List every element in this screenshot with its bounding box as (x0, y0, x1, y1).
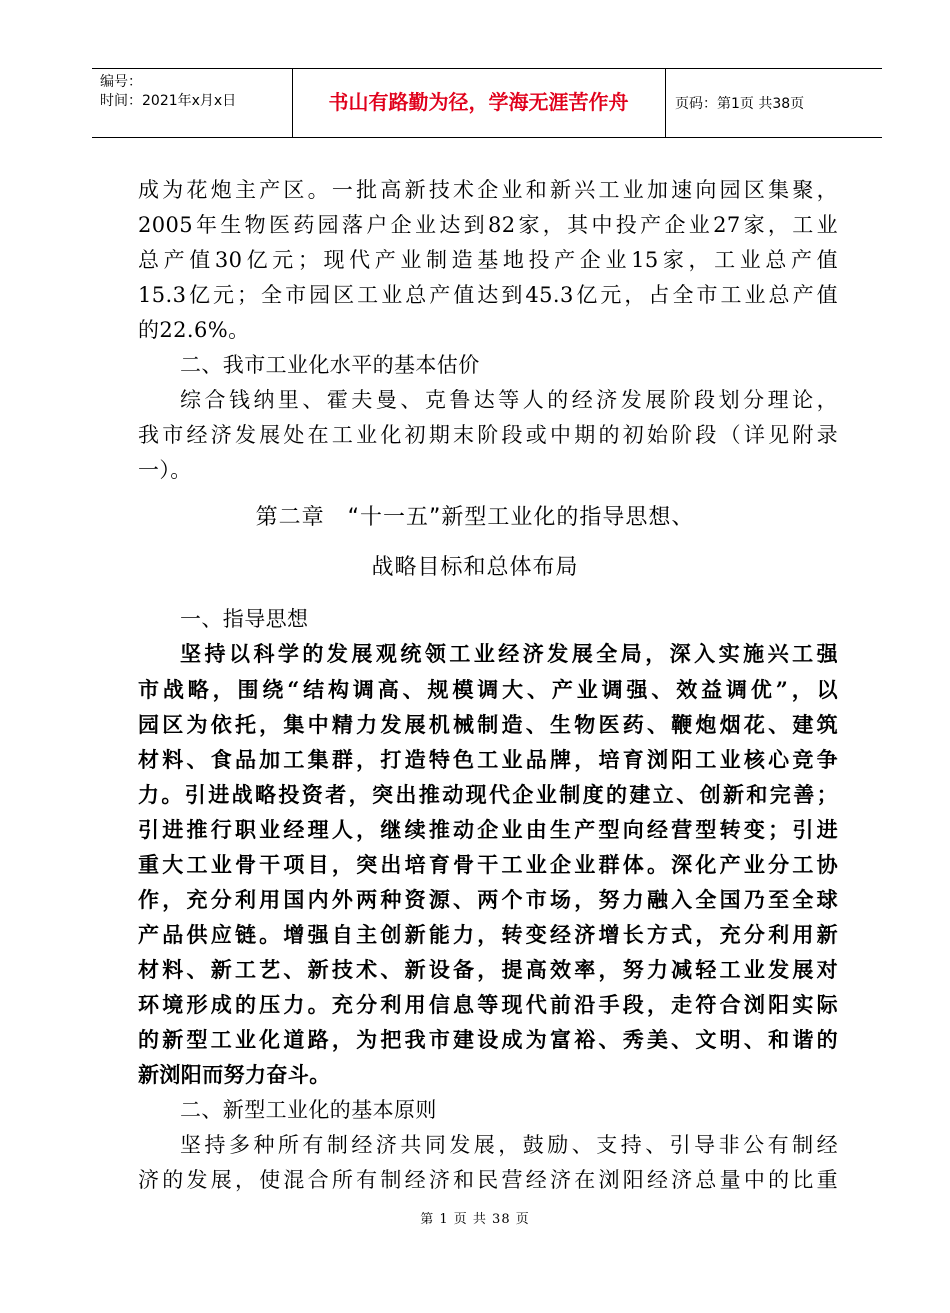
paragraph-line: 市战略，围绕“结构调高、规模调大、产业调强、效益调优”，以 (138, 677, 838, 702)
section-heading: 二、我市工业化水平的基本估价 (180, 353, 480, 377)
doc-number-label: 编号： (100, 74, 142, 90)
paragraph-line: 坚持多种所有制经济共同发展，鼓励、支持、引导非公有制经 (180, 1133, 838, 1157)
paragraph-line: 成为花炮主产区。一批高新技术企业和新兴工业加速向园区集聚， (138, 178, 838, 202)
paragraph-line: 材料、食品加工集群，打造特色工业品牌，培育浏阳工业核心竞争 (138, 747, 838, 772)
paragraph-line: 材料、新工艺、新技术、新设备，提高效率，努力减轻工业发展对 (138, 957, 838, 982)
paragraph-line: 的新型工业化道路，为把我市建设成为富裕、秀美、文明、和谐的 (138, 1027, 838, 1052)
section-heading: 二、新型工业化的基本原则 (180, 1098, 437, 1122)
paragraph-line: 15.3亿元；全市园区工业总产值达到45.3亿元，占全市工业总产值 (138, 283, 838, 307)
paragraph-line: 济的发展，使混合所有制经济和民营经济在浏阳经济总量中的比重 (138, 1168, 838, 1192)
chapter-title-line2: 战略目标和总体布局 (371, 555, 579, 580)
page-info: 页码：第1页 共38页 (675, 96, 805, 112)
motto: 书山有路勤为径，学海无涯苦作舟 (328, 90, 629, 114)
header-page-cell (665, 69, 882, 137)
paragraph-line: 总产值30亿元；现代产业制造基地投产企业15家，工业总产值 (138, 248, 838, 272)
paragraph-line: 作，充分利用国内外两种资源、两个市场，努力融入全国乃至全球 (138, 887, 838, 912)
paragraph-line: 2005年生物医药园落户企业达到82家，其中投产企业27家，工业 (138, 213, 838, 237)
paragraph-line: 引进推行职业经理人，继续推动企业由生产型向经营型转变；引进 (138, 817, 838, 842)
paragraph-line: 产品供应链。增强自主创新能力，转变经济增长方式，充分利用新 (138, 922, 838, 947)
paragraph-line: 我市经济发展处在工业化初期末阶段或中期的初始阶段（详见附录 (138, 423, 838, 447)
paragraph-line: 重大工业骨干项目，突出培育骨干工业企业群体。深化产业分工协 (138, 852, 838, 877)
section-heading: 一、指导思想 (180, 607, 309, 631)
paragraph-line: 环境形成的压力。充分利用信息等现代前沿手段，走符合浏阳实际 (138, 992, 838, 1017)
page-header (92, 68, 882, 138)
paragraph-line: 一）。 (138, 458, 192, 482)
paragraph-line: 新浏阳而努力奋斗。 (138, 1062, 331, 1087)
paragraph-line: 力。引进战略投资者，突出推动现代企业制度的建立、创新和完善； (138, 782, 838, 807)
paragraph-line: 坚持以科学的发展观统领工业经济发展全局，深入实施兴工强 (180, 641, 838, 666)
header-meta-cell (92, 69, 293, 137)
page-footer: 第 1 页 共 38 页 (420, 1212, 530, 1227)
paragraph-line: 园区为依托，集中精力发展机械制造、生物医药、鞭炮烟花、建筑 (138, 712, 838, 737)
paragraph-line: 的22.6%。 (138, 318, 250, 342)
paragraph-line: 综合钱纳里、霍夫曼、克鲁达等人的经济发展阶段划分理论， (180, 388, 838, 412)
header-motto-cell (292, 69, 666, 137)
time-label: 时间：2021年x月x日 (100, 93, 237, 109)
chapter-title-line1: 第二章 “十一五”新型工业化的指导思想、 (255, 505, 695, 530)
